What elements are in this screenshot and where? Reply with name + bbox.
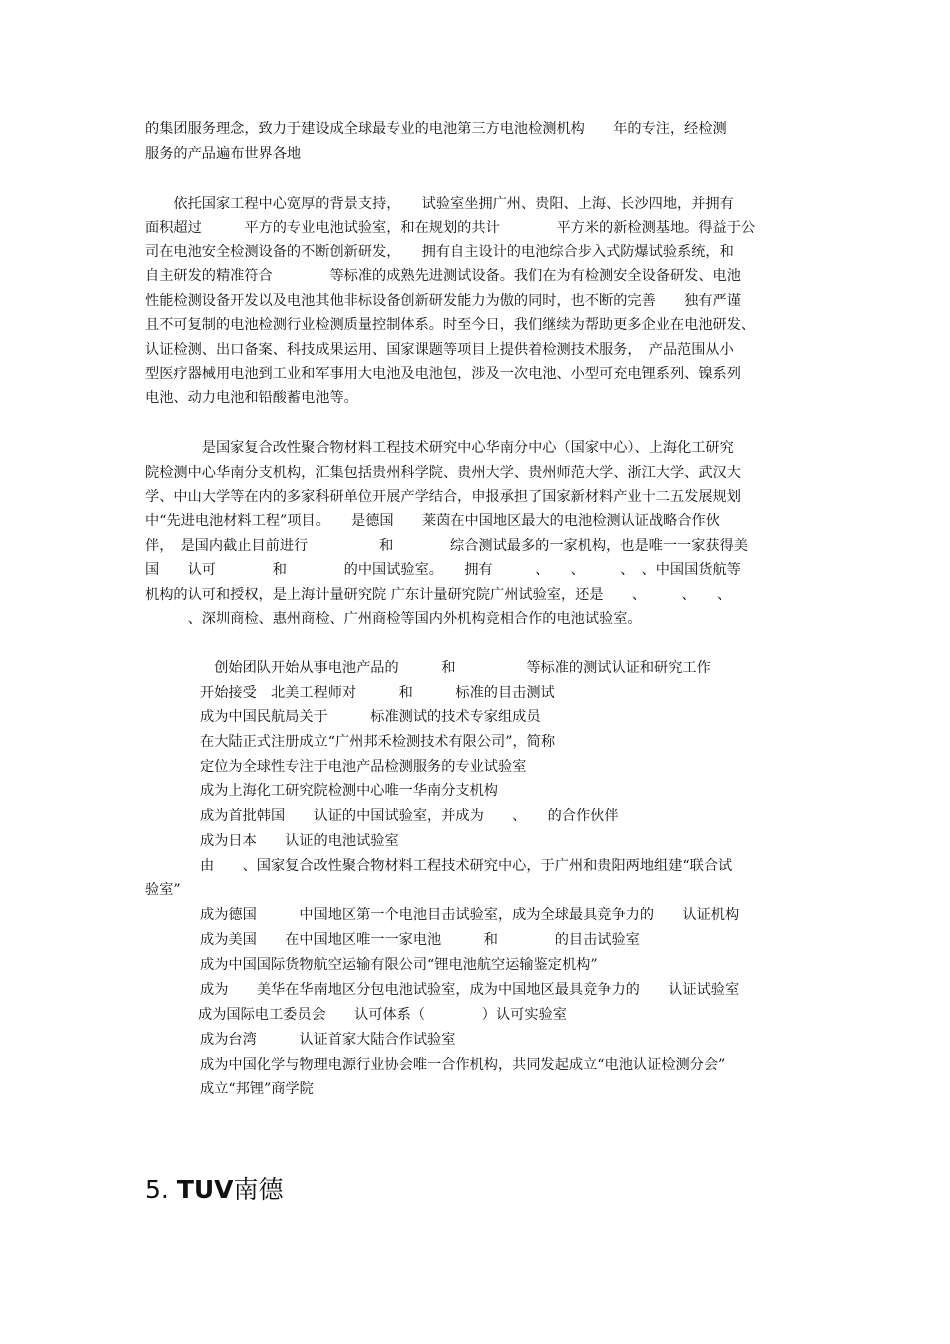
- timeline-item: 开始接受 北美工程师对 和 标准的目击测试: [200, 685, 555, 701]
- paragraph-line: 、深圳商检、惠州商检、广州商检等国内外机构竞相合作的电池试验室。: [145, 611, 642, 627]
- section-heading: [145, 1172, 284, 1208]
- timeline-item: 成为中国国际货物航空运输有限公司“锂电池航空运输鉴定机构”: [200, 957, 598, 973]
- timeline-item: 成为日本 认证的电池试验室: [200, 833, 399, 849]
- timeline-item: 成为中国化学与物理电源行业协会唯一合作机构，共同发起成立“电池认证检测分会”: [200, 1057, 726, 1073]
- timeline-item: 成为美国 在中国地区唯一一家电池 和 的目击试验室: [200, 932, 640, 948]
- timeline-item: 成为上海化工研究院检测中心唯一华南分支机构: [200, 783, 498, 799]
- paragraph-line: 自主研发的精准符合 等标准的成熟先进测试设备。我们在为有检测安全设备研发、电池: [145, 268, 741, 284]
- paragraph-line: 国 认可 和 的中国试验室。 拥有 、 、 、 、中国国货航等: [145, 562, 741, 578]
- paragraph-line: 司在电池安全检测设备的不断创新研发， 拥有自主设计的电池综合步入式防爆试验系统，和: [145, 244, 734, 260]
- paragraph-line: 院检测中心华南分支机构，汇集包括贵州科学院、贵州大学、贵州师范大学、浙江大学、武汉大: [145, 465, 741, 481]
- paragraph-line: 学、中山大学等在内的多家科研单位开展产学结合，申报承担了国家新材料产业十二五发展规划: [145, 489, 741, 505]
- paragraph-line: 机构的认可和授权，是上海计量研究院 广东计量研究院广州试验室，还是 、 、 、: [145, 587, 732, 603]
- paragraph-line: 型医疗器械用电池到工业和军事用大电池及电池包，涉及一次电池、小型可充电锂系列、镍系列: [145, 366, 741, 382]
- heading-bold: TUV: [176, 1175, 234, 1204]
- timeline-item: 成为 美华在华南地区分包电池试验室，成为中国地区最具竞争力的 认证试验室: [200, 982, 740, 998]
- paragraph-line: 的集团服务理念，致力于建设成全球最专业的电池第三方电池检测机构 年的专注，经检测: [145, 121, 727, 137]
- paragraph-line: 中“先进电池材料工程”项目。 是德国 莱茵在中国地区最大的电池检测认证战略合作伙: [145, 513, 720, 529]
- paragraph-line: 是国家复合改性聚合物材料工程技术研究中心华南分中心（国家中心）、上海化工研究: [145, 440, 734, 456]
- timeline-item: 成为首批韩国 认证的中国试验室，并成为 、 的合作伙伴: [200, 808, 619, 824]
- timeline-item: 成为国际电工委员会 认可体系（ ）认可实验室: [198, 1007, 567, 1023]
- timeline-item: 由 、国家复合改性聚合物材料工程技术研究中心，于广州和贵阳两地组建“联合试: [200, 858, 733, 874]
- paragraph-line: 面积超过 平方的专业电池试验室，和在规划的共计 平方米的新检测基地。得益于公: [145, 220, 756, 236]
- paragraph-line: 性能检测设备开发以及电池其他非标设备创新研发能力为傲的同时，也不断的完善 独有严谨: [145, 293, 741, 309]
- timeline-item: 创始团队开始从事电池产品的 和 等标准的测试认证和研究工作: [200, 660, 711, 676]
- paragraph-line: 依托国家工程中心宽厚的背景支持， 试验室坐拥广州、贵阳、上海、长沙四地，并拥有: [145, 196, 734, 212]
- paragraph-line: 认证检测、出口备案、科技成果运用、国家课题等项目上提供着检测技术服务， 产品范围从小: [145, 342, 734, 358]
- timeline-item: 成为中国民航局关于 标准测试的技术专家组成员: [200, 709, 541, 725]
- paragraph-line: 电池、动力电池和铅酸蓄电池等。: [145, 390, 358, 406]
- timeline-item: 成为台湾 认证首家大陆合作试验室: [200, 1032, 456, 1048]
- paragraph-line: 伴， 是国内截止目前进行 和 综合测试最多的一家机构，也是唯一一家获得美: [145, 538, 748, 554]
- timeline-item: 成为德国 中国地区第一个电池目击试验室，成为全球最具竞争力的 认证机构: [200, 907, 740, 923]
- heading-text: 南德: [233, 1175, 284, 1204]
- timeline-item: 成立“邦锂”商学院: [200, 1081, 314, 1097]
- timeline-item-continued: 验室”: [145, 882, 181, 898]
- timeline-item: 定位为全球性专注于电池产品检测服务的专业试验室: [200, 759, 527, 775]
- paragraph-line: 服务的产品遍布世界各地: [145, 146, 302, 162]
- paragraph-line: 且不可复制的电池检测行业检测质量控制体系。时至今日，我们继续为帮助更多企业在电池研发、: [145, 317, 756, 333]
- heading-number: 5.: [145, 1175, 169, 1204]
- timeline-item: 在大陆正式注册成立“广州邦禾检测技术有限公司”，简称: [200, 734, 556, 750]
